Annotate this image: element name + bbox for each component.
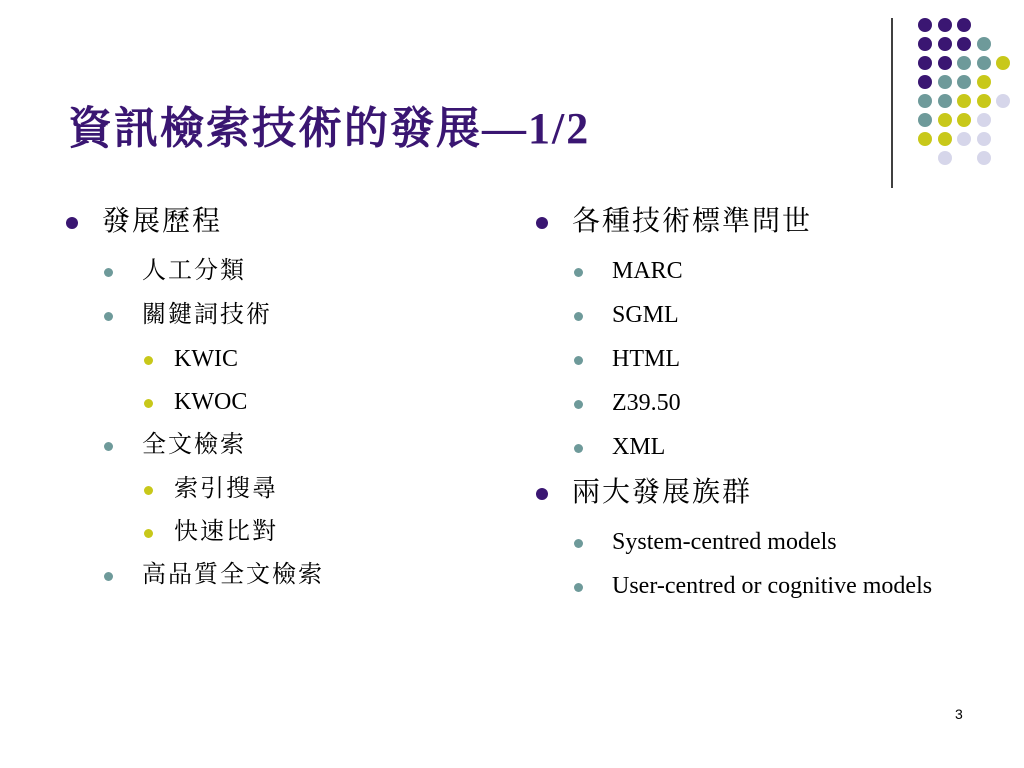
- decorative-dot: [918, 75, 932, 89]
- bullet-icon: [574, 444, 583, 453]
- decorative-dot: [918, 132, 932, 146]
- list-item: [60, 300, 480, 330]
- bullet-icon: [104, 268, 113, 277]
- decorative-dot: [957, 56, 971, 70]
- decorative-dot: [977, 56, 991, 70]
- decorative-dot: [977, 151, 991, 165]
- decorative-dot: [996, 56, 1010, 70]
- list-item: [530, 476, 960, 510]
- bullet-icon: [144, 356, 153, 365]
- bullet-icon: [574, 583, 583, 592]
- list-item: [60, 344, 480, 374]
- list-item: [530, 300, 960, 330]
- bullet-icon: [104, 312, 113, 321]
- list-item-text: SGML: [612, 302, 679, 328]
- decorative-dot: [957, 37, 971, 51]
- list-item: [530, 256, 960, 286]
- decorative-dot: [977, 37, 991, 51]
- list-item-text: 各種技術標準問世: [572, 206, 813, 237]
- decorative-dot: [938, 132, 952, 146]
- list-item-text: MARC: [612, 258, 683, 284]
- list-item: [530, 432, 960, 462]
- decorative-dot: [996, 94, 1010, 108]
- decorative-dot: [918, 18, 932, 32]
- list-item-text: KWIC: [174, 346, 238, 372]
- list-item: [530, 344, 960, 374]
- list-item-text: HTML: [612, 346, 680, 372]
- page-number: 3: [955, 706, 963, 722]
- list-item-text: 全文檢索: [142, 432, 246, 458]
- divider-line: [891, 18, 893, 188]
- list-item: [530, 527, 960, 557]
- list-item-text: User-centred or cognitive models: [612, 573, 933, 599]
- decorative-dot: [938, 151, 952, 165]
- decorative-dot: [938, 37, 952, 51]
- list-item: [530, 205, 960, 239]
- bullet-icon: [144, 486, 153, 495]
- bullet-icon: [144, 399, 153, 408]
- list-item: [530, 388, 960, 418]
- bullet-icon: [104, 442, 113, 451]
- decorative-dot: [957, 75, 971, 89]
- decorative-dot: [938, 75, 952, 89]
- bullet-icon: [574, 400, 583, 409]
- decorative-dot: [957, 94, 971, 108]
- list-item-text: 索引搜尋: [174, 476, 278, 502]
- list-item-text: 關鍵詞技術: [142, 302, 272, 328]
- decorative-dot: [918, 56, 932, 70]
- list-item-text: 發展歷程: [102, 206, 223, 237]
- bullet-icon: [574, 539, 583, 548]
- decorative-dot: [938, 18, 952, 32]
- decorative-dot: [938, 94, 952, 108]
- decorative-dot: [938, 113, 952, 127]
- bullet-icon: [536, 488, 548, 500]
- list-item-text: 高品質全文檢索: [142, 562, 324, 588]
- decorative-dot: [918, 94, 932, 108]
- list-item-text: System-centred models: [612, 529, 837, 555]
- bullet-icon: [144, 529, 153, 538]
- right-bullet-list: [530, 205, 960, 615]
- slide-title: 資訊檢索技術的發展—1/2: [68, 104, 591, 153]
- list-item: [60, 560, 480, 590]
- list-item: [60, 430, 480, 460]
- decorative-dot: [938, 56, 952, 70]
- bullet-icon: [66, 217, 78, 229]
- decorative-dot: [957, 113, 971, 127]
- list-item-text: Z39.50: [612, 390, 681, 416]
- list-item-text: 快速比對: [174, 519, 278, 545]
- bullet-icon: [536, 217, 548, 229]
- list-item: [60, 474, 480, 504]
- list-item: [60, 256, 480, 286]
- list-item-text: XML: [612, 434, 666, 460]
- list-item: [60, 517, 480, 547]
- decorative-dot: [957, 18, 971, 32]
- list-item-text: KWOC: [174, 389, 248, 415]
- list-item-text: 兩大發展族群: [572, 477, 753, 508]
- decorative-dot: [977, 94, 991, 108]
- bullet-icon: [574, 268, 583, 277]
- decorative-dot: [918, 37, 932, 51]
- decorative-dot: [977, 75, 991, 89]
- decorative-dot: [977, 113, 991, 127]
- decorative-dot: [977, 132, 991, 146]
- left-bullet-list: [60, 205, 480, 604]
- bullet-icon: [574, 312, 583, 321]
- list-item: [60, 205, 480, 239]
- bullet-icon: [574, 356, 583, 365]
- bullet-icon: [104, 572, 113, 581]
- decorative-dot: [918, 113, 932, 127]
- list-item: [530, 571, 942, 601]
- list-item-text: 人工分類: [142, 258, 246, 284]
- list-item: [60, 387, 480, 417]
- decorative-dot: [957, 132, 971, 146]
